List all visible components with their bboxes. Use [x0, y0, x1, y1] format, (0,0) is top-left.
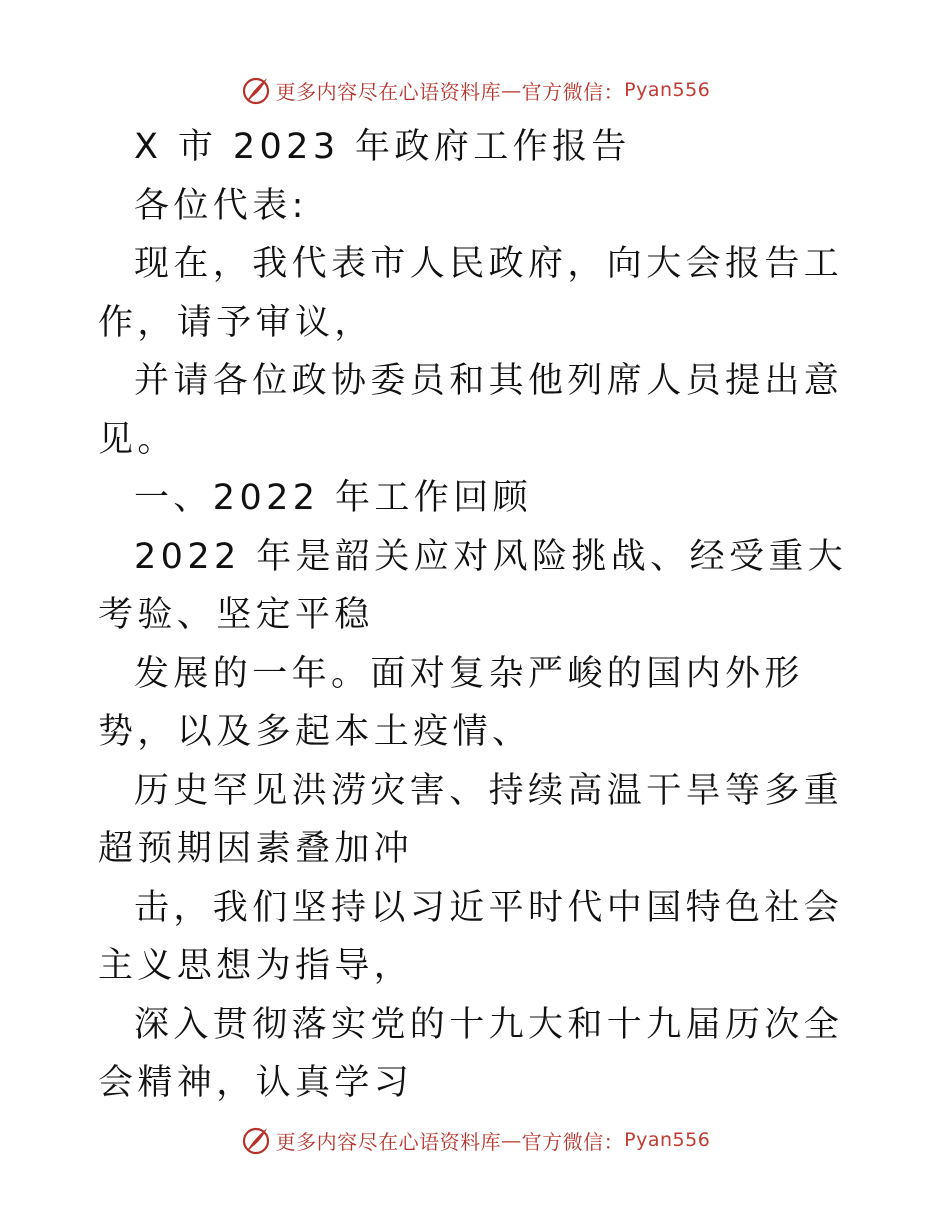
document-body [98, 118, 858, 1113]
paragraph: 击，我们坚持以习近平时代中国特色社会主义思想为指导， [98, 887, 844, 986]
watermark-account: Pyan556 [624, 1129, 711, 1151]
section-heading: 一、2022 年工作回顾 [134, 478, 532, 518]
paragraph: 2022 年是韶关应对风险挑战、经受重大考验、坚定平稳 [98, 536, 848, 635]
watermark-account: Pyan556 [624, 79, 711, 101]
header-watermark [0, 70, 950, 110]
quill-pen-logo-icon [240, 74, 272, 106]
document-title: X 市 2023 年政府工作报告 [134, 127, 631, 167]
salutation: 各位代表: [134, 185, 308, 226]
paragraph: 深入贯彻落实党的十九大和十九届历次全会精神，认真学习 [98, 1004, 844, 1103]
watermark-brand: 更多内容尽在心语资料库 [275, 1129, 502, 1154]
watermark-wechat-label: 官方微信： [521, 79, 625, 104]
watermark-separator: — [501, 1128, 522, 1152]
paragraph: 并请各位政协委员和其他列席人员提出意见。 [98, 361, 844, 460]
paragraph: 历史罕见洪涝灾害、持续高温干旱等多重超预期因素叠加冲 [98, 770, 844, 869]
watermark-wechat-label: 官方微信： [521, 1129, 625, 1154]
watermark-brand: 更多内容尽在心语资料库 [275, 79, 502, 104]
footer-watermark [0, 1120, 950, 1160]
paragraph: 发展的一年。面对复杂严峻的国内外形势，以及多起本土疫情、 [98, 653, 804, 752]
quill-pen-logo-icon [240, 1124, 272, 1156]
paragraph: 现在，我代表市人民政府，向大会报告工作，请予审议， [98, 244, 844, 343]
watermark-separator: — [501, 78, 522, 102]
